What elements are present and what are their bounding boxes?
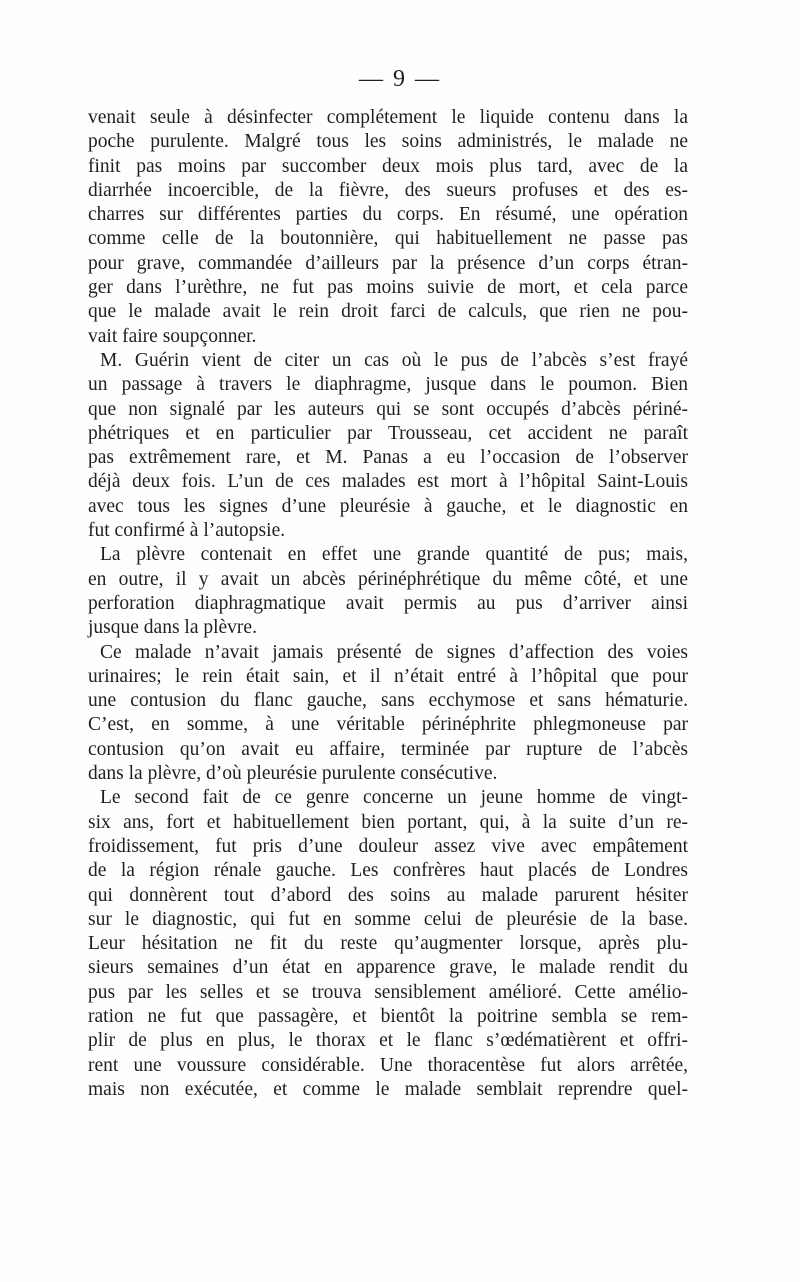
text-line: jusque dans la plèvre.	[88, 617, 257, 639]
text-line: La plèvre contenait en effet une grande quantité de pus; mais,	[100, 544, 688, 566]
text-line: finit pas moins par succomber deux mois plus tard, avec de la	[88, 155, 688, 177]
text-line: pus par les selles et se trouva sensiblement amélioré. Cette amélio-	[88, 981, 688, 1003]
text-line: urinaires; le rein était sain, et il n’était entré à l’hôpital que pour	[88, 665, 688, 687]
text-line: ger dans l’urèthre, ne fut pas moins suivie de mort, et cela parce	[88, 277, 688, 299]
text-line: charres sur différentes parties du corps. En résumé, une opération	[88, 204, 688, 226]
text-line: M. Guérin vient de citer un cas où le pus de l’abcès s’est frayé	[100, 349, 688, 371]
text-line: qui donnèrent tout d’abord des soins au malade parurent hésiter	[88, 884, 688, 906]
text-line: vait faire soupçonner.	[88, 325, 257, 347]
text-line: diarrhée incoercible, de la fièvre, des sueurs profuses et des es-	[88, 179, 688, 201]
text-line: un passage à travers le diaphragme, jusque dans le poumon. Bien	[88, 374, 688, 396]
text-line: poche purulente. Malgré tous les soins administrés, le malade ne	[88, 131, 688, 153]
text-line: déjà deux fois. L’un de ces malades est mort à l’hôpital Saint-Louis	[88, 471, 688, 493]
text-line: que non signalé par les auteurs qui se sont occupés d’abcès périné-	[88, 398, 688, 420]
text-line: dans la plèvre, d’où pleurésie purulente consécutive.	[88, 763, 498, 785]
text-line: en outre, il y avait un abcès périnéphrétique du même côté, et une	[88, 568, 688, 590]
page-number-header: — 9 —	[359, 66, 441, 92]
text-line: Leur hésitation ne fit du reste qu’augmenter lorsque, après plu-	[88, 933, 688, 955]
text-line: sur le diagnostic, qui fut en somme celui de pleurésie de la base.	[88, 908, 688, 930]
text-line: de la région rénale gauche. Les confrères haut placés de Londres	[88, 860, 688, 882]
text-line: C’est, en somme, à une véritable périnéphrite phlegmoneuse par	[88, 714, 688, 736]
text-line: avec tous les signes d’une pleurésie à gauche, et le diagnostic en	[88, 495, 688, 517]
text-line: ration ne fut que passagère, et bientôt la poitrine sembla se rem-	[88, 1005, 688, 1027]
text-line: contusion qu’on avait eu affaire, terminée par rupture de l’abcès	[88, 738, 688, 760]
text-line: froidissement, fut pris d’une douleur assez vive avec empâtement	[88, 835, 688, 857]
text-line: rent une voussure considérable. Une thoracentèse fut alors arrêtée,	[88, 1054, 688, 1076]
text-line: Le second fait de ce genre concerne un jeune homme de vingt-	[100, 787, 688, 809]
text-line: perforation diaphragmatique avait permis au pus d’arriver ainsi	[88, 592, 688, 614]
text-line: pour grave, commandée d’ailleurs par la présence d’un corps étran-	[88, 252, 688, 274]
text-line: venait seule à désinfecter complétement le liquide contenu dans la	[88, 107, 688, 128]
text-line: comme celle de la boutonnière, qui habituellement ne passe pas	[88, 228, 688, 250]
text-line: phétriques et en particulier par Trousseau, cet accident ne paraît	[88, 422, 688, 444]
text-line: mais non exécutée, et comme le malade semblait reprendre quel-	[88, 1078, 688, 1100]
text-line: six ans, fort et habituellement bien portant, qui, à la suite d’un re-	[88, 811, 688, 833]
text-line: Ce malade n’avait jamais présenté de signes d’affection des voies	[100, 641, 688, 663]
text-line: plir de plus en plus, le thorax et le flanc s’œdématièrent et offri-	[88, 1030, 688, 1052]
text-line: pas extrêmement rare, et M. Panas a eu l’occasion de l’observer	[88, 447, 688, 469]
text-line: fut confirmé à l’autopsie.	[88, 520, 286, 542]
text-line: une contusion du flanc gauche, sans ecchymose et sans hématurie.	[88, 690, 688, 712]
text-line: que le malade avait le rein droit farci de calculs, que rien ne pou-	[88, 301, 688, 323]
body-text	[88, 106, 688, 1102]
text-line: sieurs semaines d’un état en apparence grave, le malade rendit du	[88, 957, 688, 979]
